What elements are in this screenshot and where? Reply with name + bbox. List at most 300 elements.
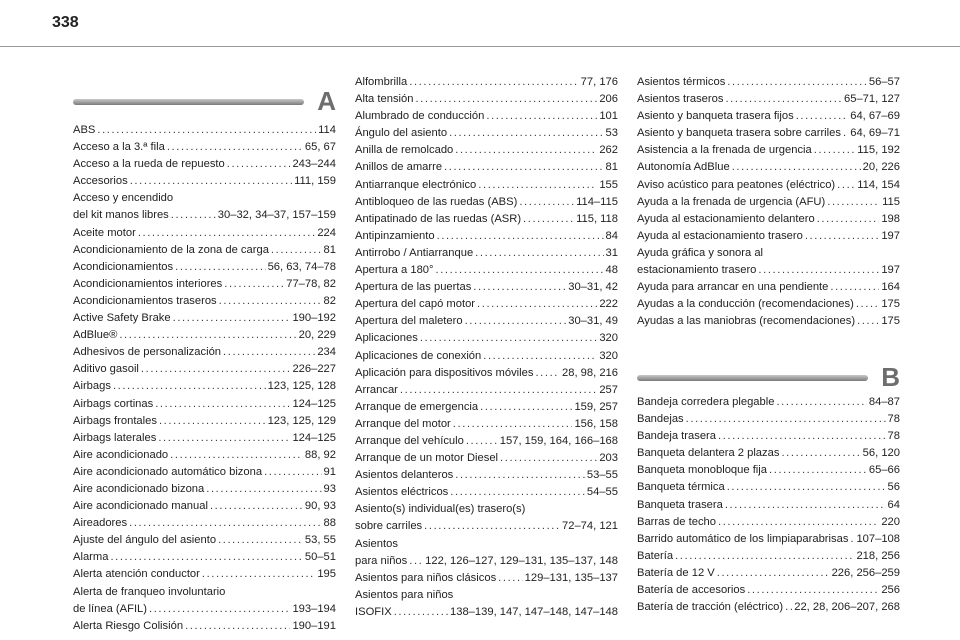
index-entry-term: Arrancar [355,383,398,396]
index-entry [73,259,336,276]
index-entry-term: para niños [355,554,408,567]
index-entry [73,413,336,430]
page-number: 338 [52,14,79,31]
index-entry [637,177,900,194]
index-entry-pages: 124–125 [292,397,336,410]
index-entry-line [355,74,618,91]
index-entry-pages: 64 [887,498,900,511]
index-entry-term: Bandeja corredera plegable [637,396,775,408]
index-entry-line [73,276,336,293]
index-entry-line [637,462,900,479]
dot-leader [129,515,321,532]
index-entry-pages: 90, 93 [304,500,336,513]
index-entry-pages: 81 [323,243,336,256]
dot-leader [486,108,597,125]
dot-leader [159,413,266,430]
index-entry-heading: Acceso y encendido [73,192,174,205]
section-header-a [73,86,336,116]
index-entry-pages: 53 [605,127,618,140]
index-entry [355,177,618,194]
index-entry-line [73,293,336,310]
index-entry-line [73,413,336,430]
dot-leader [718,514,879,531]
index-entry-line [355,177,618,194]
index-entry [73,225,336,242]
dot-leader [149,601,290,618]
index-entry [73,618,336,635]
index-entry-line [355,228,618,245]
dot-leader [466,433,498,450]
index-entry-term: Arranque del vehículo [355,434,464,447]
index-entry-pages: 195 [317,568,336,581]
dot-leader [814,142,856,159]
index-entry-pages: 320 [599,332,618,345]
index-entry-line [73,515,336,532]
index-entry-term: Asiento y banqueta trasera fijos [637,110,794,123]
dot-leader [420,330,598,347]
index-entry-term: ISOFIX [355,605,392,618]
dot-leader [519,194,574,211]
index-entry-term: Banqueta trasera [637,498,723,511]
index-entry [637,279,900,296]
index-entry-term: Arranque del motor [355,417,451,430]
index-entry-pages: 78 [887,430,900,443]
index-entry-pages: 56, 63, 74–78 [267,260,336,273]
index-entry-term: Alerta atención conductor [73,568,200,581]
index-entry-pages: 84–87 [868,396,900,408]
index-entry-pages: 84 [605,229,618,242]
index-entry-term: del kit manos libres [73,209,169,222]
index-entry-pages: 197 [881,229,900,242]
index-entry-term: Antiarranque electrónico [355,178,477,191]
index-entry-line [637,479,900,496]
dot-leader [732,159,861,176]
index-entry-pages: 56 [887,481,900,494]
index-entry [355,484,618,501]
index-entry-term: Barras de techo [637,515,716,528]
index-entry-term: Banqueta monobloque fija [637,464,768,477]
index-entry-heading: Asiento(s) individual(es) trasero(s) [355,503,526,516]
index-entry-pages: 262 [599,144,618,157]
index-entry-pages: 31 [605,246,618,259]
index-entry-term: Apertura del maletero [355,315,463,328]
index-entry-term: Aplicaciones [355,332,418,345]
index-entry-pages: 193–194 [292,602,336,615]
dot-leader [444,159,603,176]
index-entry-pages: 30–31, 49 [568,315,618,328]
index-entry-line [73,310,336,327]
dot-leader [686,411,886,428]
index-entry-line [637,313,900,330]
dot-leader [110,549,302,566]
index-entry-term: Asientos eléctricos [355,486,449,499]
index-entry-term: Barrido automático de los limpiaparabrisas [637,532,849,545]
index-entry-line [355,365,618,382]
index-entry-line [637,211,900,228]
index-entry-term: Ayuda al estacionamiento delantero [637,212,815,225]
index-entry-line [637,142,900,159]
index-entry [73,498,336,515]
index-entry [637,548,900,565]
section-header-bar [73,99,304,105]
dot-leader [769,462,867,479]
index-entry [355,279,618,296]
dot-leader [155,396,290,413]
index-entry-line [355,348,618,365]
index-entry-line [355,108,618,125]
index-entry-term: Airbags laterales [73,431,157,444]
dot-leader [473,279,566,296]
dot-leader [119,327,296,344]
index-entry-term: Aceite motor [73,226,136,239]
dot-leader [717,565,830,582]
dot-leader [223,344,315,361]
index-entry [637,531,900,548]
index-entry-line [355,518,618,535]
index-entry-term: Acceso a la 3.ª fila [73,141,165,154]
dot-leader [138,225,316,242]
index-entries [73,122,336,635]
index-entry-line [637,194,900,211]
index-entry-line [355,194,618,211]
dot-leader [856,296,879,313]
index-entry-pages: 22, 28, 206–207, 268 [794,601,900,614]
dot-leader [475,245,603,262]
dot-leader [224,276,284,293]
index-entry-term: Anillos de amarre [355,161,443,174]
dot-leader [483,348,597,365]
index-entry-pages: 122, 126–127, 129–131, 135–137, 148 [425,554,618,567]
index-entry-pages: 111, 159 [294,175,336,188]
index-entry-line [355,416,618,433]
index-entry [73,378,336,395]
index-entry-pages: 107–108 [856,532,900,545]
index-entry-pages: 30–32, 34–37, 157–159 [217,209,336,222]
index-entry [355,365,618,382]
dot-leader [480,399,572,416]
dot-leader [394,604,448,621]
index-entry-heading: Alerta de franqueo involuntario [73,585,226,598]
index-entry [73,242,336,259]
section-header-bar [637,375,868,381]
index-entry-line [355,142,618,159]
index-entry-term: Apertura del capó motor [355,298,476,311]
index-entry-pages: 224 [317,226,336,239]
index-entry-pages: 197 [881,264,900,277]
dot-leader [141,361,291,378]
index-entry-term: Antirrobo / Antiarranque [355,246,474,259]
index-entry-pages: 164 [881,281,900,294]
index-entry [73,396,336,413]
index-entry-term: de línea (AFIL) [73,602,147,615]
index-entry-term: Aditivo gasoil [73,363,139,376]
index-entry-pages: 226, 256–259 [831,566,900,579]
dot-leader [478,177,597,194]
index-entry [73,190,336,224]
index-entry-pages: 115 [882,195,900,208]
dot-leader [227,156,291,173]
index-entry [73,344,336,361]
dot-leader [175,259,265,276]
dot-leader [170,447,303,464]
header-divider [0,46,960,47]
dot-leader [437,228,604,245]
index-entry [355,142,618,159]
index-entry-pages: 115, 192 [857,144,900,157]
dot-leader [725,497,886,514]
index-entry [637,125,900,142]
index-entry [637,428,900,445]
index-entry [355,91,618,108]
index-entry-pages: 123, 125, 129 [267,414,336,427]
index-entry [355,382,618,399]
dot-leader [455,142,597,159]
index-entry [637,514,900,531]
dot-leader [409,74,578,91]
index-entry [73,139,336,156]
index-entry-term: Ángulo del asiento [355,127,448,140]
index-entry [73,430,336,447]
index-entry-term: Aire acondicionado manual [73,500,208,513]
dot-leader [271,242,322,259]
index-entry-term: Batería de accesorios [637,584,746,597]
index-entry [73,361,336,378]
index-entry-pages: 114–115 [576,195,618,208]
dot-leader [535,365,560,382]
index-entry [637,159,900,176]
index-entry [637,296,900,313]
index-entry-line [355,296,618,313]
index-entry-term: Acondicionamientos traseros [73,294,217,307]
index-entry-term: Antipatinado de las ruedas (ASR) [355,212,522,225]
index-entry-term: Asientos delanteros [355,469,454,482]
index-entry-pages: 65, 67 [304,141,336,154]
dot-leader [805,228,879,245]
index-entry [355,330,618,347]
index-entry-line [73,156,336,173]
index-entry [637,245,900,279]
index-entry-pages: 190–192 [292,312,336,325]
index-entry-line [355,553,618,570]
dot-leader [830,279,879,296]
index-entry [73,464,336,481]
index-entry [637,582,900,599]
index-entry-pages: 72–74, 121 [562,520,618,533]
dot-leader [409,553,423,570]
dot-leader [453,416,573,433]
index-entry-term: Bandejas [637,413,684,426]
index-entry-pages: 88, 92 [304,448,336,461]
index-entry-line [73,532,336,549]
dot-leader [727,479,886,496]
dot-leader [857,313,879,330]
dot-leader [158,430,290,447]
index-entry-pages: 30–31, 42 [568,281,618,294]
index-entry-pages: 77–78, 82 [286,277,336,290]
index-entry-line [355,125,618,142]
index-entry-pages: 234 [317,346,336,359]
index-entry-pages: 56–57 [868,76,900,88]
index-entry-term: Alumbrado de conducción [355,110,485,123]
index-entry [73,327,336,344]
index-entry [355,245,618,262]
index-entry [73,584,336,618]
index-entry-pages: 81 [605,161,618,174]
index-entry-term: Aire acondicionado [73,448,169,461]
dot-leader [436,262,604,279]
index-entry-term: Adhesivos de personalización [73,346,222,359]
dot-leader [210,498,303,515]
dot-leader [827,194,880,211]
index-entry-line [637,497,900,514]
index-entry-line [355,382,618,399]
index-entry-pages: 155 [599,178,618,191]
index-entry-pages: 88 [323,517,336,530]
index-entry-line [355,262,618,279]
index-entry-pages: 114 [318,124,336,136]
index-entry [355,536,618,570]
index-entry [637,411,900,428]
index-entry [73,481,336,498]
index-entry-term: Ayudas a las maniobras (recomendaciones) [637,315,856,328]
index-entry-line [637,599,900,616]
index-entry-pages: 78 [887,413,900,426]
index-entry-term: Asientos traseros [637,93,724,106]
index-entry-pages: 124–125 [292,431,336,444]
index-entry [637,445,900,462]
index-entry-line [355,313,618,330]
dot-leader [781,445,860,462]
dot-leader [450,484,585,501]
index-entry-pages: 50–51 [304,551,336,564]
dot-leader [171,207,216,224]
index-entry-line [73,327,336,344]
index-entry-term: Asientos para niños clásicos [355,571,497,584]
dot-leader [465,313,567,330]
index-entry-heading: Ayuda gráfica y sonora al [637,246,764,259]
index-entry [355,399,618,416]
index-entry [355,416,618,433]
index-entry-line [637,411,900,428]
index-entry-pages: 226–227 [292,363,336,376]
index-entry-pages: 53–55 [586,469,618,482]
dot-leader [424,518,560,535]
index-entries [355,74,618,621]
index-entry-pages: 20, 229 [298,329,336,342]
index-entry-heading: Asientos para niños [355,588,454,601]
index-entry-line [637,394,900,411]
index-entry-term: Asiento y banqueta trasera sobre carriles [637,127,841,140]
index-entry-pages: 243–244 [292,158,336,171]
index-entry-term: Acondicionamientos [73,260,174,273]
dot-leader [776,394,866,411]
index-entry-line [73,344,336,361]
index-entry [355,159,618,176]
dot-leader [206,481,321,498]
index-entry [73,276,336,293]
index-entry-term: Aire acondicionado bizona [73,482,205,495]
dot-leader [796,108,849,125]
dot-leader [455,467,585,484]
index-entry [637,91,900,108]
dot-leader [130,173,292,190]
section-header-b [637,362,900,392]
index-entry-line [73,447,336,464]
dot-leader [97,122,316,139]
index-entry-term: Bandeja trasera [637,430,716,443]
index-entry-line [73,498,336,515]
index-entry [637,211,900,228]
index-entry-line [637,262,900,279]
index-entry-line [637,428,900,445]
index-entry-line [355,484,618,501]
index-entry-line [637,125,900,142]
index-entry-line [355,399,618,416]
index-entry-term: Ajuste del ángulo del asiento [73,534,217,547]
index-entry-line [355,159,618,176]
index-entry-pages: 222 [599,298,618,311]
index-entry-term: Airbags [73,380,111,393]
index-entry [355,262,618,279]
index-entry-term: Accesorios [73,175,128,188]
index-entry-line [637,74,900,91]
index-entry-line [73,481,336,498]
index-entry-line [73,396,336,413]
dot-leader [523,211,574,228]
index-entry [73,173,336,190]
index-entry [355,74,618,91]
dot-leader [747,582,879,599]
index-entry [637,565,900,582]
dot-leader [113,378,266,395]
index-entry [637,108,900,125]
index-entry-pages: 157, 159, 164, 166–168 [499,434,618,447]
index-entry-line [355,450,618,467]
index-entry [355,433,618,450]
index-entry-line [637,279,900,296]
index-entry-pages: 93 [323,482,336,495]
index-entry-pages: 256 [881,584,900,597]
dot-leader [264,464,321,481]
index-entry [355,348,618,365]
index-entry-term: sobre carriles [355,520,423,533]
index-entry-term: Aplicaciones de conexión [355,349,482,362]
index-entry-pages: 20, 226 [862,161,900,174]
dot-leader [202,566,315,583]
index-entry-term: Autonomía AdBlue [637,161,730,174]
index-entry [355,467,618,484]
index-entry-pages: 64, 67–69 [850,110,900,123]
dot-leader [725,91,842,108]
index-entry-line [73,173,336,190]
index-entry [355,296,618,313]
index-entry-pages: 129–131, 135–137 [524,571,618,584]
index-entry [73,549,336,566]
index-entry-pages: 175 [881,298,900,311]
index-entry [355,501,618,535]
index-entry-line [637,177,900,194]
index-entry-pages: 53, 55 [304,534,336,547]
index-entry-line [73,430,336,447]
index-entry-term: Alarma [73,551,109,564]
index-entry-pages: 175 [881,315,900,328]
index-entry [355,587,618,621]
index-entry [73,293,336,310]
index-entry-line [637,91,900,108]
index-entry-term: Batería de 12 V [637,566,715,579]
index-entry-pages: 320 [599,349,618,362]
index-entry-line [73,122,336,139]
